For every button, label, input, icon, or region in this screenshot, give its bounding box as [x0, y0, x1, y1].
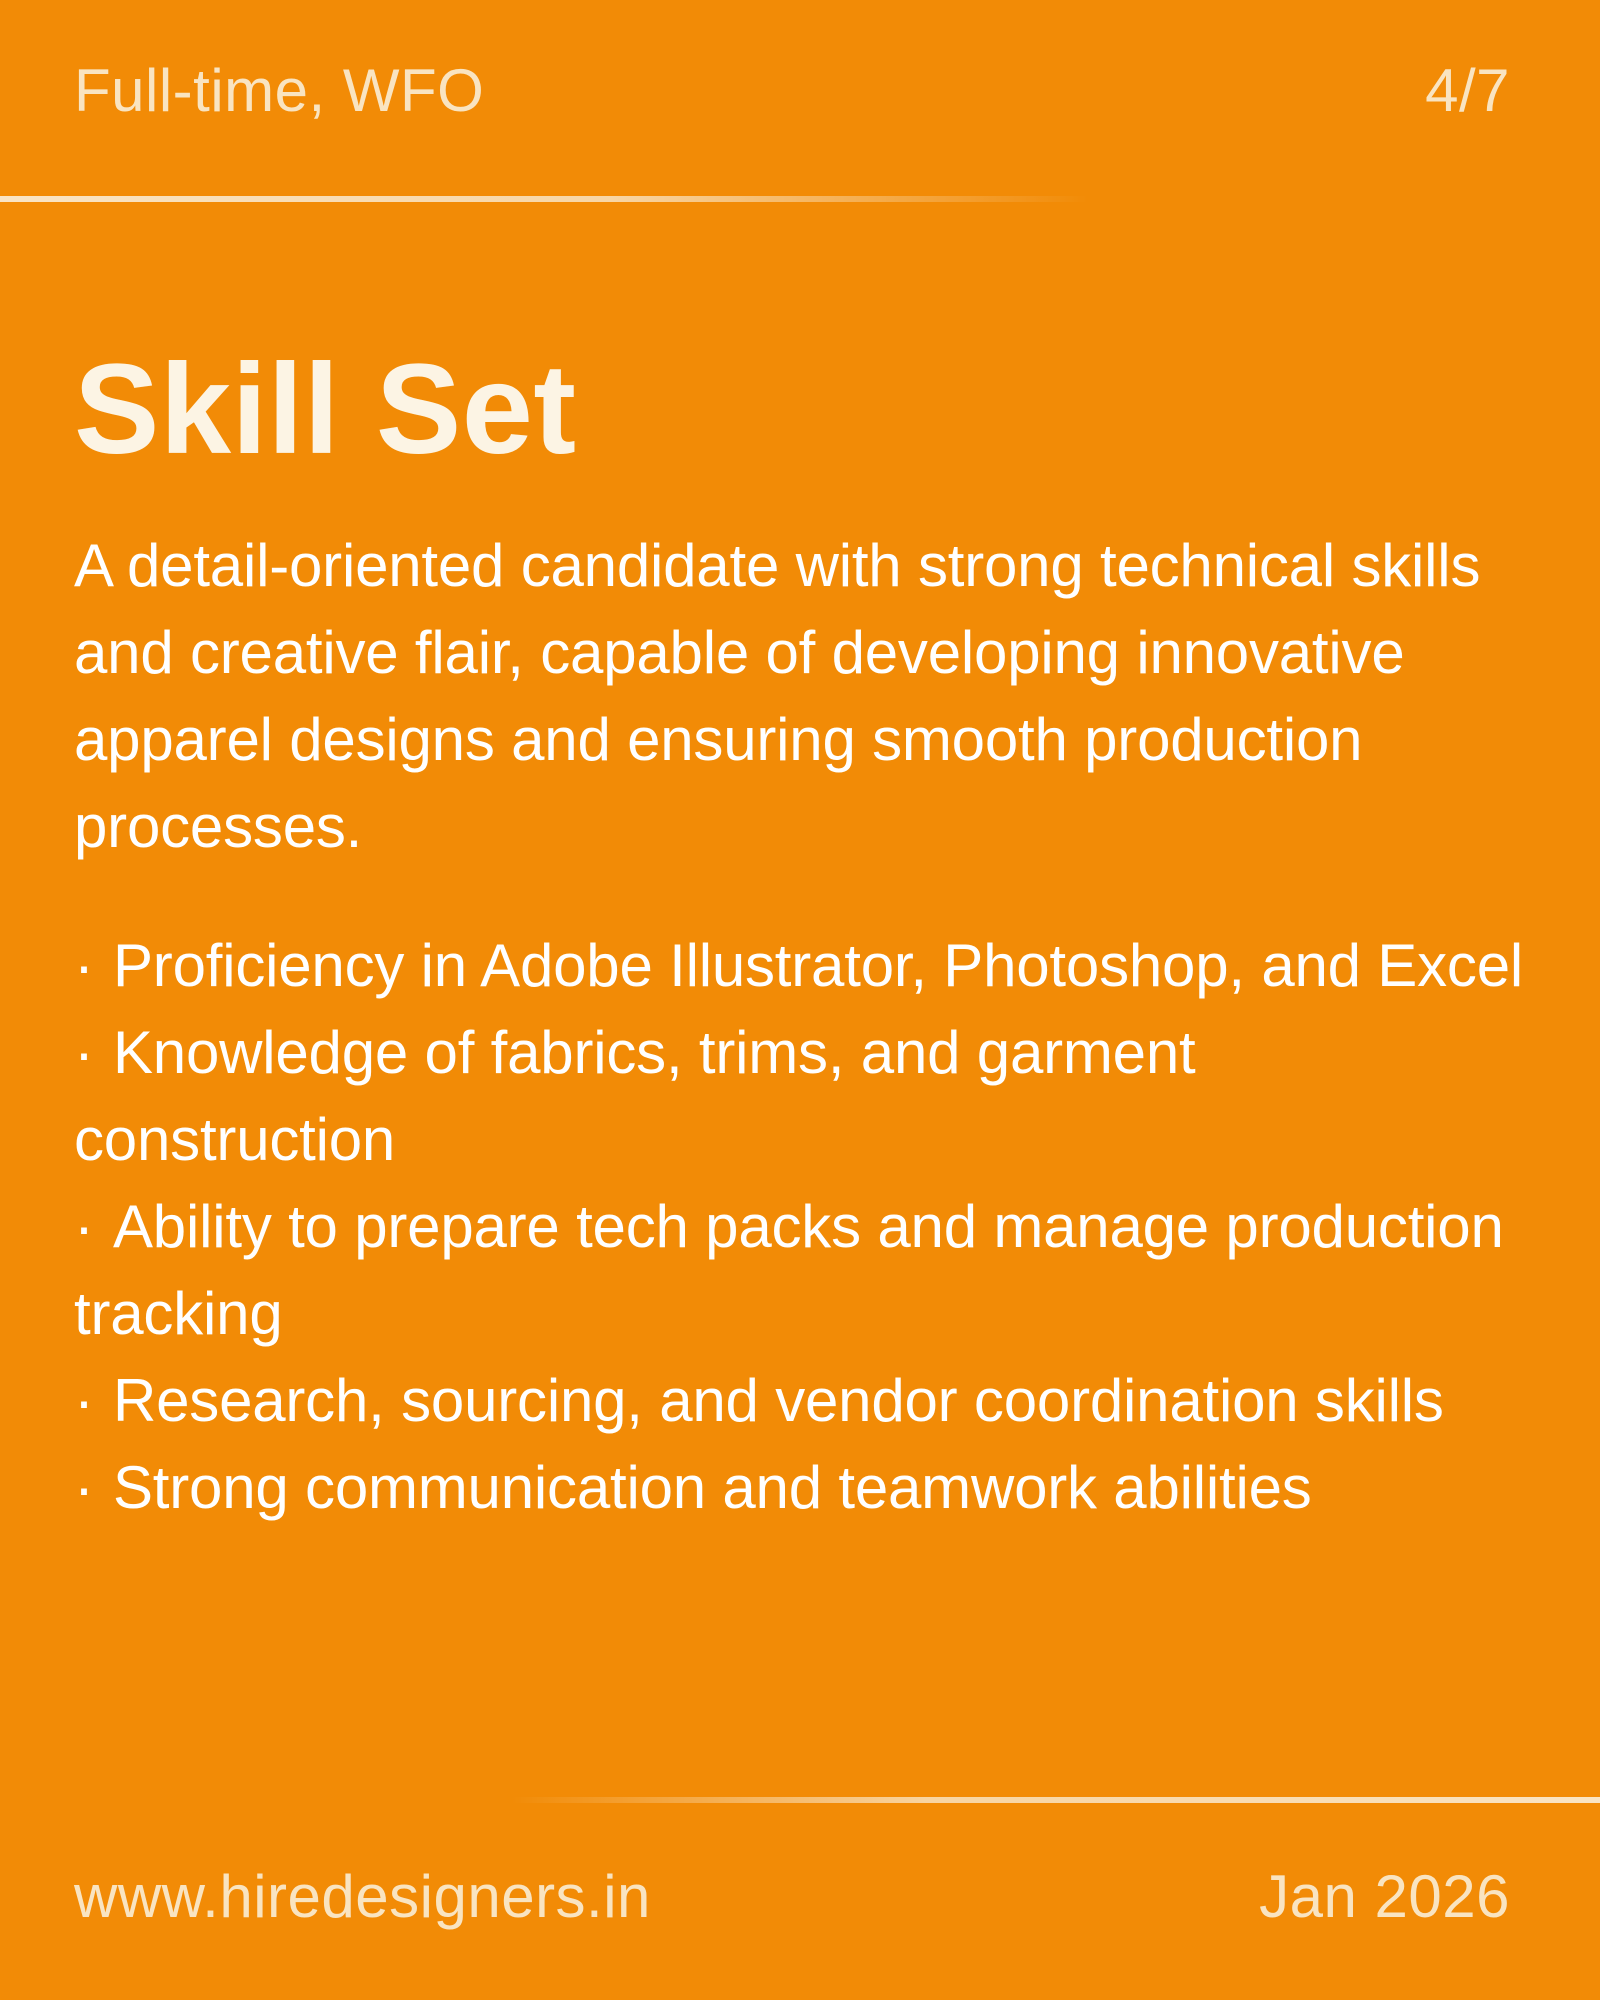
bullet-glyph: · [74, 1367, 94, 1434]
skill-list-item [74, 1357, 1530, 1444]
skill-text: Strong communication and teamwork abilities [112, 1454, 1312, 1521]
skill-list-item [74, 1444, 1530, 1531]
bottom-divider [0, 1797, 1600, 1803]
intro-paragraph: A detail-oriented candidate with strong technical skills and creative flair, capable of developing innovative apparel designs and ensuring smooth production processes. [74, 532, 1481, 860]
page-title: Skill Set [74, 338, 577, 481]
page-indicator: 4/7 [1425, 57, 1510, 124]
skills-list [74, 922, 1530, 1531]
top-divider [0, 196, 1600, 202]
content-block [74, 522, 1530, 1531]
skill-list-item [74, 1009, 1530, 1183]
footer-bar [74, 1864, 1510, 1930]
employment-type-label: Full-time, WFO [74, 57, 485, 124]
skill-text: Ability to prepare tech packs and manage production tracking [74, 1193, 1504, 1347]
bullet-glyph: · [74, 1193, 94, 1260]
skill-text: Proficiency in Adobe Illustrator, Photoshop, and Excel [112, 932, 1524, 999]
bullet-glyph: · [74, 932, 94, 999]
skill-text: Knowledge of fabrics, trims, and garment construction [74, 1019, 1196, 1173]
skill-list-item [74, 922, 1530, 1009]
skill-text: Research, sourcing, and vendor coordination skills [112, 1367, 1444, 1434]
header-bar [74, 58, 1510, 124]
issue-date: Jan 2026 [1259, 1863, 1510, 1930]
website-url: www.hiredesigners.in [74, 1863, 651, 1930]
bullet-glyph: · [74, 1019, 94, 1086]
bullet-glyph: · [74, 1454, 94, 1521]
skill-list-item [74, 1183, 1530, 1357]
